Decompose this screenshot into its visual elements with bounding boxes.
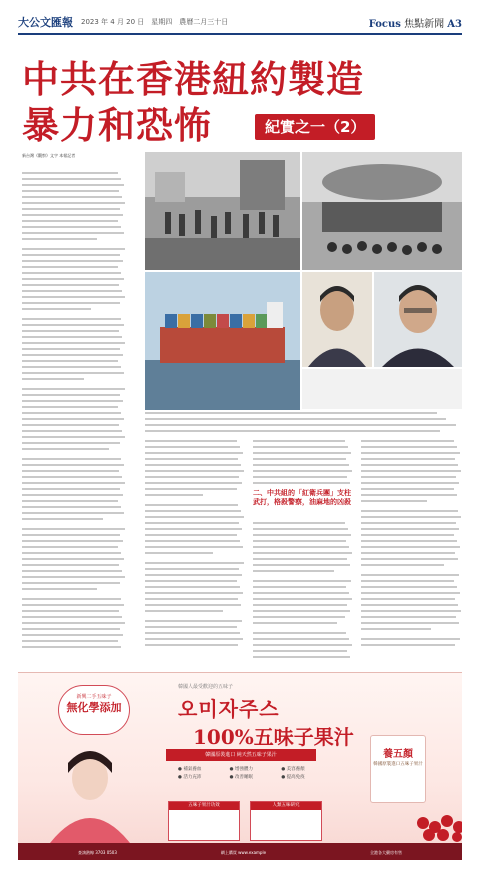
text-line	[145, 464, 241, 466]
text-line	[22, 184, 124, 186]
article-column-3b	[253, 522, 353, 662]
text-line	[22, 366, 121, 368]
text-line	[253, 482, 350, 484]
text-line	[22, 266, 118, 268]
text-line	[22, 470, 119, 472]
text-line	[22, 330, 119, 332]
text-line	[22, 412, 121, 414]
text-line	[361, 628, 431, 630]
ad-korean-title: 오미자주스	[178, 697, 280, 721]
headline-line2: 暴力和恐怖	[22, 103, 212, 147]
text-line	[253, 604, 347, 606]
text-line	[361, 470, 461, 472]
text-line	[361, 546, 460, 548]
text-line	[22, 354, 123, 356]
ad-footer-web: 網上購買 www.example	[220, 849, 267, 855]
ad-product-headline: 100%五味子果汁	[193, 725, 354, 749]
text-line	[22, 564, 119, 566]
ad-benefit-item: ● 改善睡眠	[229, 775, 254, 780]
text-line	[253, 632, 346, 634]
text-line	[22, 622, 125, 624]
text-line	[253, 476, 347, 478]
text-line	[253, 592, 349, 594]
text-line	[22, 208, 120, 210]
text-line	[22, 406, 118, 408]
text-line	[22, 482, 125, 484]
text-line	[22, 424, 119, 426]
text-line	[145, 504, 238, 506]
text-line	[22, 214, 123, 216]
text-line	[253, 464, 349, 466]
text-line	[22, 546, 118, 548]
text-line	[361, 528, 459, 530]
text-line	[361, 638, 460, 640]
text-line	[22, 372, 124, 374]
text-line	[253, 522, 345, 524]
newspaper-logo: 大公文匯報	[18, 16, 73, 29]
text-line	[22, 558, 124, 560]
text-line	[22, 628, 120, 630]
ad-benefit-item: ● 補氣養血	[178, 767, 202, 772]
text-line	[145, 476, 239, 478]
text-line	[253, 528, 348, 530]
text-line	[361, 522, 456, 524]
text-line	[22, 500, 118, 502]
text-line	[361, 440, 454, 442]
text-line	[22, 518, 103, 520]
photo-portrait-man-2	[374, 272, 462, 367]
ad-top-note: 韓國人最受歡迎的五味子	[178, 684, 234, 690]
ad-benefit-list	[178, 766, 328, 782]
text-line	[253, 452, 351, 454]
text-line	[145, 424, 456, 426]
text-line	[22, 290, 122, 292]
text-line	[22, 616, 122, 618]
text-line	[361, 494, 457, 496]
series-tag: 紀實之一（2）	[255, 114, 375, 140]
text-line	[145, 638, 243, 640]
text-line	[145, 440, 237, 442]
text-line	[22, 220, 118, 222]
text-line	[253, 570, 334, 572]
text-line	[361, 586, 457, 588]
text-line	[253, 616, 345, 618]
text-line	[22, 634, 123, 636]
text-line	[22, 400, 123, 402]
ad-box-mid	[250, 801, 322, 841]
text-line	[22, 576, 125, 578]
text-line	[253, 598, 352, 600]
text-line	[22, 226, 121, 228]
page-number: A3	[447, 18, 462, 30]
text-line	[22, 448, 109, 450]
text-line	[22, 488, 120, 490]
text-line	[253, 580, 351, 582]
text-line	[361, 610, 461, 612]
ad-benefit-item: ● 增強體力	[229, 767, 254, 772]
text-line	[253, 650, 347, 652]
text-line	[22, 232, 124, 234]
section-subhead: 二、中共組的「紅衛兵團」支柱武打，格殺警察，油麻地的凶殺	[253, 488, 351, 506]
text-line	[253, 564, 350, 566]
text-line	[22, 646, 121, 648]
text-line	[22, 254, 120, 256]
text-line	[22, 506, 121, 508]
text-line	[361, 482, 459, 484]
text-line	[22, 610, 119, 612]
ad-banner: 韓國原裝進口 純天然五味子果汁	[166, 749, 316, 761]
text-line	[145, 452, 243, 454]
text-line	[22, 190, 119, 192]
text-line	[253, 586, 346, 588]
text-line	[22, 348, 120, 350]
ad-badge-main: 無化學添加	[66, 701, 122, 714]
ad-box-mid-title: 人類五味研究	[251, 802, 321, 810]
text-line	[361, 458, 455, 460]
ad-product-title: 養五顏	[383, 749, 413, 760]
text-line	[22, 598, 121, 600]
ad-footer	[18, 843, 462, 860]
text-line	[361, 476, 456, 478]
text-line	[22, 308, 91, 310]
text-line	[22, 430, 122, 432]
ad-box-left-title: 五味子果汁功效	[169, 802, 239, 810]
text-line	[22, 494, 123, 496]
text-line	[361, 552, 455, 554]
text-line	[361, 500, 427, 502]
text-line	[22, 302, 120, 304]
text-line	[22, 260, 123, 262]
article-column-1	[22, 172, 126, 652]
text-line	[22, 248, 125, 250]
text-line	[361, 540, 457, 542]
text-line	[361, 598, 455, 600]
text-line	[253, 656, 350, 658]
text-line	[22, 604, 124, 606]
text-line	[145, 546, 243, 548]
text-line	[361, 574, 459, 576]
photo-caption	[145, 412, 462, 436]
text-line	[22, 272, 121, 274]
text-line	[22, 640, 118, 642]
text-line	[22, 534, 120, 536]
text-line	[22, 284, 119, 286]
text-line	[361, 592, 460, 594]
text-line	[145, 418, 446, 420]
text-line	[253, 638, 349, 640]
text-line	[145, 446, 240, 448]
text-line	[145, 516, 244, 518]
ad-benefit-item: ● 美容養顏	[281, 767, 305, 772]
text-line	[22, 202, 125, 204]
text-line	[22, 360, 118, 362]
text-line	[145, 632, 240, 634]
text-line	[361, 622, 459, 624]
ad-footer-hotline: 查詢熱線 3703 0503	[77, 849, 117, 855]
text-line	[22, 512, 124, 514]
ad-benefit-item: ● 提高免疫	[281, 775, 305, 780]
berries-illustration	[413, 793, 462, 843]
section-label	[369, 15, 462, 30]
text-line	[22, 394, 120, 396]
section-cn: 焦點新聞	[404, 18, 445, 30]
text-line	[22, 342, 125, 344]
ad-box-left	[168, 801, 240, 841]
text-line	[361, 452, 460, 454]
text-line	[22, 464, 124, 466]
text-line	[253, 446, 348, 448]
masthead	[18, 14, 462, 30]
text-line	[145, 430, 440, 432]
text-line	[145, 568, 239, 570]
text-line	[22, 196, 122, 198]
ad-badge-top: 新興二手五味子	[76, 694, 112, 700]
text-line	[253, 440, 345, 442]
text-line	[145, 604, 241, 606]
text-line	[145, 522, 239, 524]
text-line	[145, 458, 238, 460]
text-line	[253, 610, 350, 612]
ad-product-subtitle: 韓國原裝進口五味子果汁	[373, 762, 423, 767]
text-line	[22, 570, 122, 572]
issue-date: 2023 年 4 月 20 日 星期四 農曆二月三十日	[81, 18, 229, 26]
ad-benefit-item: ● 活力充沛	[178, 775, 202, 780]
text-line	[145, 412, 437, 414]
text-line	[22, 458, 121, 460]
text-line	[145, 598, 238, 600]
text-line	[22, 552, 121, 554]
text-line	[22, 442, 120, 444]
text-line	[145, 488, 237, 490]
text-line	[22, 178, 121, 180]
text-line	[253, 558, 347, 560]
text-line	[253, 540, 346, 542]
text-line	[145, 470, 244, 472]
text-line	[253, 622, 337, 624]
text-line	[253, 458, 346, 460]
text-line	[22, 318, 121, 320]
text-line	[253, 470, 352, 472]
text-line	[253, 552, 352, 554]
model-illustration	[30, 743, 150, 843]
photo-pier-crowd	[302, 152, 462, 270]
text-line	[361, 616, 456, 618]
text-line	[22, 540, 123, 542]
text-line	[361, 510, 458, 512]
headline-line1: 中共在香港紐約製造	[22, 57, 364, 101]
text-line	[361, 644, 455, 646]
text-line	[22, 528, 125, 530]
text-line	[145, 534, 237, 536]
text-line	[22, 418, 124, 420]
text-line	[22, 172, 118, 174]
text-line	[361, 446, 457, 448]
text-line	[361, 564, 444, 566]
text-line	[145, 528, 242, 530]
text-line	[22, 296, 125, 298]
text-line	[145, 574, 242, 576]
text-line	[145, 644, 238, 646]
text-line	[361, 580, 454, 582]
text-line	[361, 516, 461, 518]
text-line	[22, 378, 84, 380]
text-line	[22, 238, 97, 240]
advertisement[interactable]	[18, 672, 462, 860]
text-line	[22, 476, 122, 478]
ad-footer-stores: 全港各大藥房有售	[370, 849, 402, 855]
text-line	[145, 592, 243, 594]
text-line	[145, 580, 237, 582]
text-line	[22, 388, 125, 390]
text-line	[145, 494, 203, 496]
photo-strip	[302, 369, 462, 409]
text-line	[145, 562, 244, 564]
header-rule	[18, 33, 462, 35]
text-line	[361, 464, 458, 466]
photo-container-ship	[145, 272, 300, 410]
section-en: Focus	[368, 18, 401, 30]
text-line	[22, 278, 124, 280]
text-line	[22, 588, 97, 590]
text-line	[22, 436, 125, 438]
text-line	[361, 558, 458, 560]
text-line	[145, 626, 237, 628]
text-line	[361, 604, 458, 606]
text-line	[145, 586, 240, 588]
text-line	[253, 546, 349, 548]
photo-riot-street	[145, 152, 300, 270]
article-column-4	[361, 440, 462, 650]
byline: 新台灣《觀察》文字 本報記者	[22, 153, 76, 158]
text-line	[253, 644, 352, 646]
text-line	[361, 488, 454, 490]
text-line	[145, 482, 242, 484]
text-line	[145, 552, 213, 554]
text-line	[145, 510, 241, 512]
text-line	[22, 324, 124, 326]
article-column-2	[145, 440, 245, 650]
ad-badge	[58, 685, 130, 735]
text-line	[253, 534, 351, 536]
text-line	[361, 534, 454, 536]
text-line	[145, 540, 240, 542]
text-line	[22, 582, 120, 584]
text-line	[22, 336, 122, 338]
text-line	[145, 610, 223, 612]
photo-portrait-man-1	[302, 272, 372, 367]
text-line	[145, 620, 242, 622]
article-column-3	[253, 440, 353, 488]
